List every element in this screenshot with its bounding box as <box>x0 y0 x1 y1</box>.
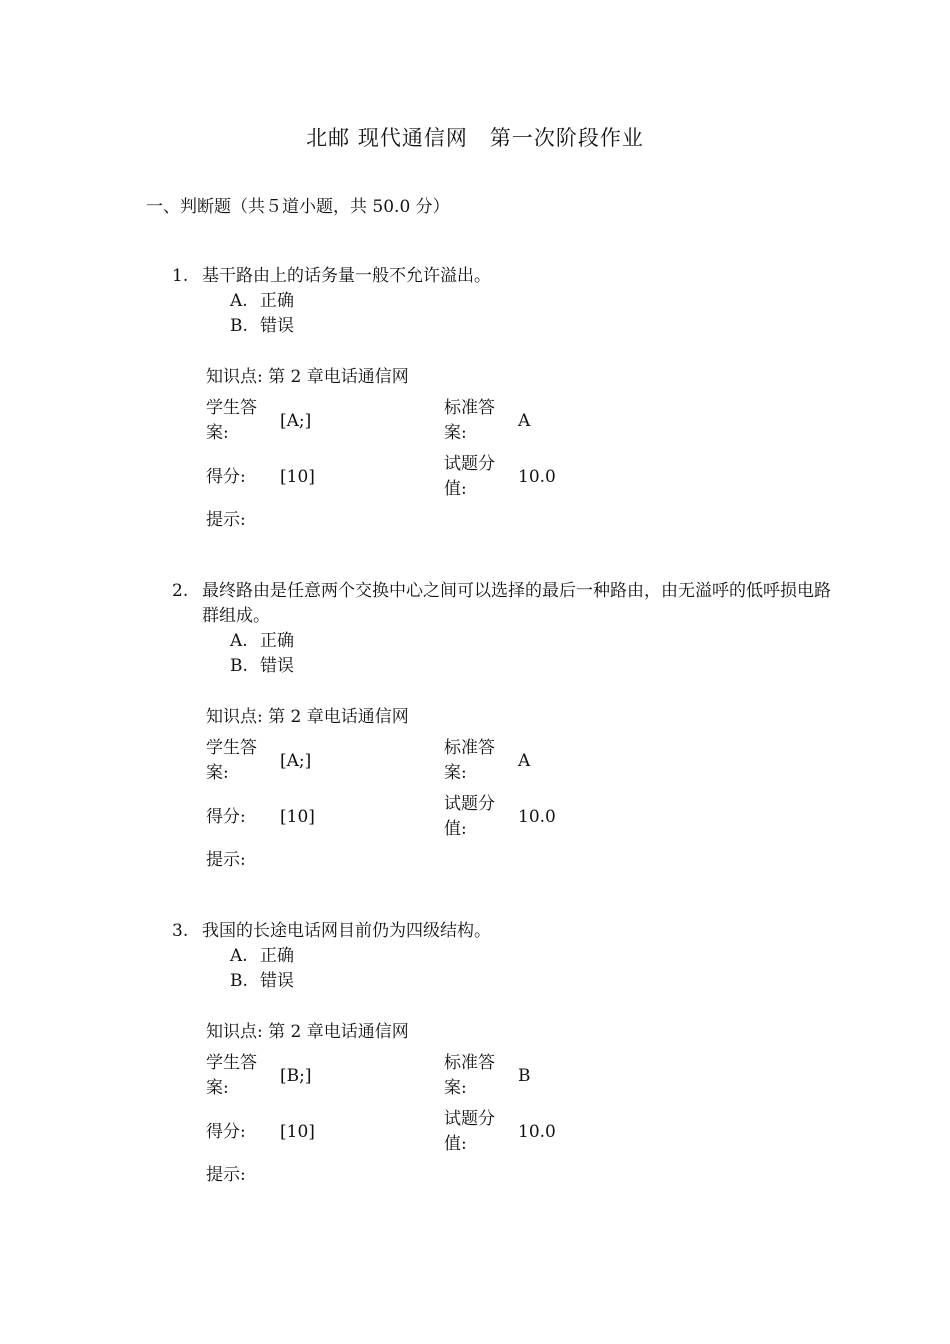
option-letter: B. <box>230 971 248 991</box>
knowledge-point <box>206 365 626 390</box>
knowledge-point <box>206 1020 626 1045</box>
score-value: [10] <box>280 467 315 487</box>
label-line: 值: <box>444 479 467 499</box>
score-row <box>206 1107 626 1157</box>
knowledge-point-label: 知识点: <box>206 367 263 387</box>
answer-row <box>206 1051 626 1101</box>
question-value: 10.0 <box>518 1122 556 1142</box>
question-3 <box>172 919 832 1185</box>
option-text: 正确 <box>260 946 294 966</box>
label-line: 学生答 <box>206 1053 257 1073</box>
standard-answer-label <box>444 396 518 446</box>
answer-row <box>206 396 626 446</box>
student-answer-value: [A;] <box>280 411 312 431</box>
label-line: 试题分 <box>444 1109 495 1129</box>
option-b <box>230 654 832 679</box>
label-line: 值: <box>444 819 467 839</box>
option-letter: A. <box>230 631 248 651</box>
score-row <box>206 792 626 842</box>
option-letter: B. <box>230 656 248 676</box>
label-line: 标准答 <box>444 738 495 758</box>
question-stem: 最终路由是任意两个交换中心之间可以选择的最后一种路由，由无溢呼的低呼损电路群组成。 <box>202 581 831 626</box>
student-answer-label <box>206 1051 280 1101</box>
knowledge-point <box>206 705 626 730</box>
label-line: 案: <box>444 763 467 783</box>
knowledge-point-label: 知识点: <box>206 707 263 727</box>
question-stem: 我国的长途电话网目前仍为四级结构。 <box>202 921 491 941</box>
student-answer-value: [B;] <box>280 1066 312 1086</box>
student-answer-label <box>206 396 280 446</box>
student-answer-label <box>206 736 280 786</box>
score-label: 得分: <box>206 466 246 487</box>
knowledge-point-value: 第 2 章电话通信网 <box>268 707 409 727</box>
option-a <box>230 289 832 314</box>
score-label: 得分: <box>206 1121 246 1142</box>
knowledge-point-value: 第 2 章电话通信网 <box>268 1022 409 1042</box>
answer-info <box>206 365 626 533</box>
standard-answer-value: A <box>518 411 531 431</box>
hint-label: 提示: <box>206 850 246 870</box>
document-title: 北邮 现代通信网 第一次阶段作业 <box>306 126 644 150</box>
option-b <box>230 969 832 994</box>
question-value-label <box>444 1107 518 1157</box>
section-heading: 一、判断题（共５道小题，共 50.0 分） <box>146 197 450 217</box>
question-value: 10.0 <box>518 467 556 487</box>
standard-answer-value: A <box>518 751 531 771</box>
label-line: 案: <box>206 423 229 443</box>
label-line: 学生答 <box>206 398 257 418</box>
label-line: 标准答 <box>444 1053 495 1073</box>
score-row <box>206 452 626 502</box>
question-number: 1. <box>172 266 189 286</box>
question-1 <box>172 264 832 530</box>
hint-label: 提示: <box>206 510 246 530</box>
score-value: [10] <box>280 1122 315 1142</box>
label-line: 值: <box>444 1134 467 1154</box>
standard-answer-label <box>444 1051 518 1101</box>
label-line: 案: <box>444 423 467 443</box>
question-2 <box>172 579 832 870</box>
score-label: 得分: <box>206 806 246 827</box>
label-line: 标准答 <box>444 398 495 418</box>
question-stem: 基干路由上的话务量一般不允许溢出。 <box>202 266 491 286</box>
question-number: 2. <box>172 581 189 601</box>
option-a <box>230 629 832 654</box>
answer-info <box>206 1020 626 1188</box>
option-letter: B. <box>230 316 248 336</box>
student-answer-value: [A;] <box>280 751 312 771</box>
label-line: 案: <box>206 763 229 783</box>
option-text: 正确 <box>260 631 294 651</box>
question-number: 3. <box>172 921 189 941</box>
option-letter: A. <box>230 946 248 966</box>
answer-info <box>206 705 626 873</box>
label-line: 案: <box>444 1078 467 1098</box>
option-text: 错误 <box>260 316 294 336</box>
standard-answer-label <box>444 736 518 786</box>
label-line: 学生答 <box>206 738 257 758</box>
knowledge-point-value: 第 2 章电话通信网 <box>268 367 409 387</box>
standard-answer-value: B <box>518 1066 531 1086</box>
score-value: [10] <box>280 807 315 827</box>
question-value-label <box>444 792 518 842</box>
question-value-label <box>444 452 518 502</box>
knowledge-point-label: 知识点: <box>206 1022 263 1042</box>
label-line: 试题分 <box>444 794 495 814</box>
option-text: 错误 <box>260 656 294 676</box>
label-line: 试题分 <box>444 454 495 474</box>
option-a <box>230 944 832 969</box>
hint-label: 提示: <box>206 1165 246 1185</box>
label-line: 案: <box>206 1078 229 1098</box>
option-text: 错误 <box>260 971 294 991</box>
question-value: 10.0 <box>518 807 556 827</box>
option-text: 正确 <box>260 291 294 311</box>
option-letter: A. <box>230 291 248 311</box>
answer-row <box>206 736 626 786</box>
option-b <box>230 314 832 339</box>
